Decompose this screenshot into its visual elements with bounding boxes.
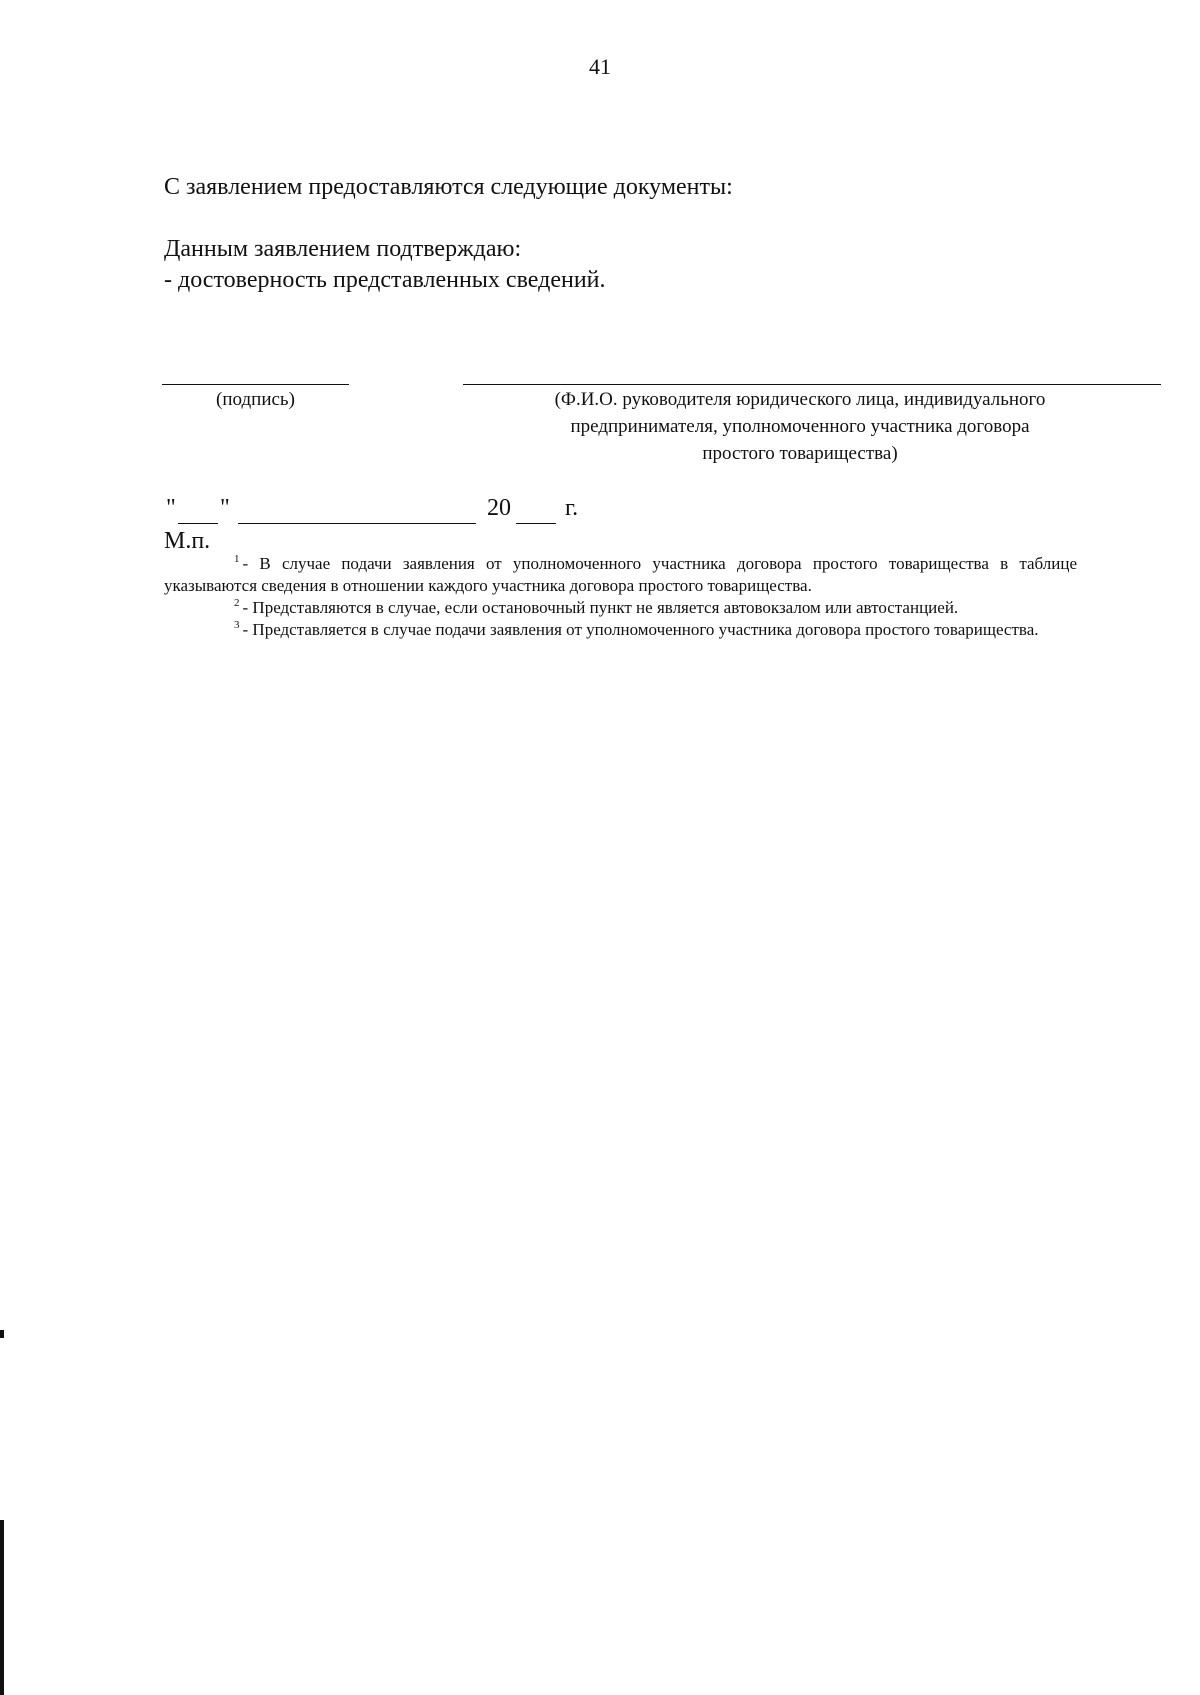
confirmation-heading: Данным заявлением подтверждаю: <box>164 236 522 262</box>
date-year-suffix: г. <box>565 495 579 521</box>
footnote-2 <box>164 597 1077 619</box>
date-close-quote: " <box>220 495 230 521</box>
scan-edge-mark <box>0 1330 4 1338</box>
name-caption-line-2: предпринимателя, уполномоченного участника договора <box>570 416 1030 437</box>
stamp-label: М.п. <box>164 528 211 554</box>
name-line <box>463 384 1161 385</box>
name-caption-line-3: простого товарищества) <box>702 443 898 464</box>
confirmation-item: - достоверность представленных сведений. <box>164 267 606 293</box>
name-caption <box>440 386 1160 467</box>
date-year-line <box>516 523 556 524</box>
page-number: 41 <box>589 54 611 79</box>
signature-caption: (подпись) <box>216 389 295 410</box>
footnotes <box>164 553 1077 641</box>
footnote-3 <box>164 619 1077 641</box>
date-year-prefix: 20 <box>487 495 511 521</box>
date-open-quote: " <box>166 495 176 521</box>
footnote-1 <box>164 553 1077 597</box>
scan-edge-mark <box>0 1520 4 1695</box>
date-day-line <box>178 523 218 524</box>
footnote-text: - Представляются в случае, если остановочный пункт не является автовокзалом или автостанцией. <box>242 598 959 617</box>
date-month-line <box>238 523 476 524</box>
name-caption-line-1: (Ф.И.О. руководителя юридического лица, индивидуального <box>554 389 1046 410</box>
signature-line <box>162 384 349 385</box>
footnote-marker: 2 <box>234 597 240 610</box>
footnote-text: - В случае подачи заявления от уполномоченного участника договора простого товарищества в таблице указываются сведения в отношении каждого участника договора простого товарищества. <box>164 554 1077 595</box>
footnote-marker: 3 <box>234 619 240 632</box>
documents-heading: С заявлением предоставляются следующие документы: <box>164 174 733 200</box>
footnote-text: - Представляется в случае подачи заявления от уполномоченного участника договора простого товарищества. <box>242 620 1039 639</box>
footnote-marker: 1 <box>234 553 240 566</box>
